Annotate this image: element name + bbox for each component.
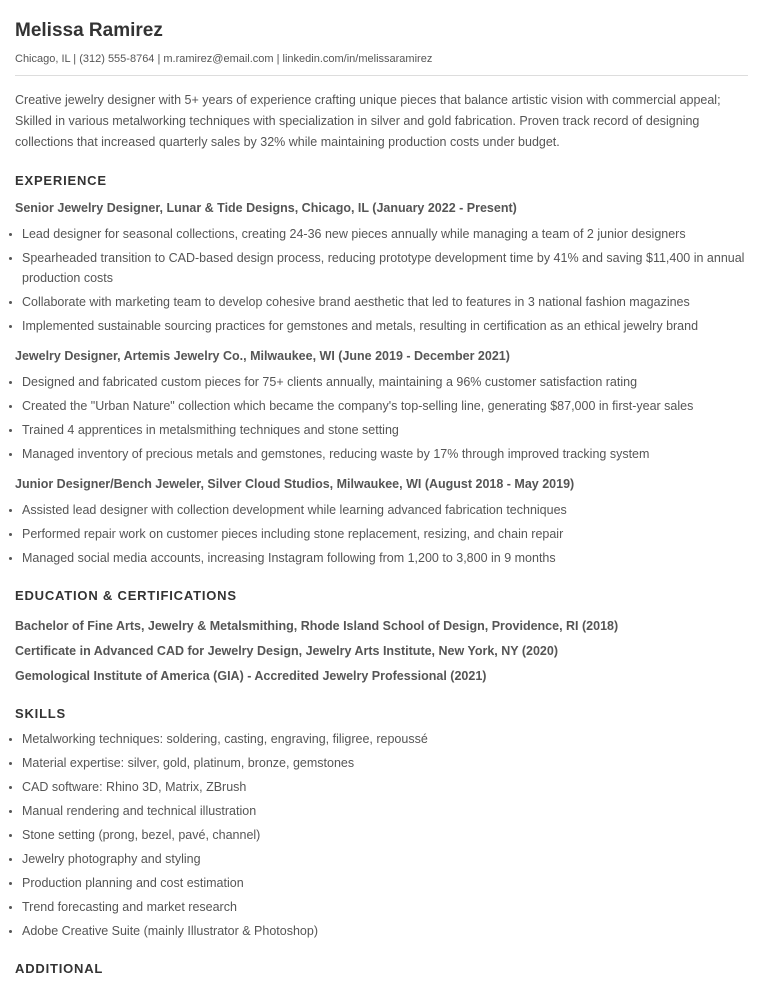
skill-item: • Metalworking techniques: soldering, casting, engraving, filigree, repoussé [22,729,748,749]
job-bullet-list [15,372,748,464]
experience-bullet: • Performed repair work on customer pieces including stone replacement, resizing, and chain repair [22,524,748,544]
experience-bullet: • Assisted lead designer with collection development while learning advanced fabrication techniques [22,500,748,520]
experience-bullet: • Collaborate with marketing team to develop cohesive brand aesthetic that led to features in 3 national fashion magazines [22,292,748,312]
summary-paragraph: Creative jewelry designer with 5+ years of experience crafting unique pieces that balance artistic vision with commercial appeal; Skilled in various metalworking techniques with specialization in silver and gold fabrication. Proven track record of designing collections that increased quarterly sales by 32% while maintaining production costs under budget. [15,93,721,149]
experience-bullet: • Created the "Urban Nature" collection which became the company's top-selling line, generating $87,000 in first-year sales [22,396,748,416]
experience-bullet: • Implemented sustainable sourcing practices for gemstones and metals, resulting in certification as an ethical jewelry brand [22,316,748,336]
skill-item: • Stone setting (prong, bezel, pavé, channel) [22,825,748,845]
job-title-junior-designer: Junior Designer/Bench Jeweler, Silver Cloud Studios, Milwaukee, WI (August 2018 - May 2019) [15,477,575,491]
experience-bullet: • Designed and fabricated custom pieces for 75+ clients annually, maintaining a 96% customer satisfaction rating [22,372,748,392]
education-item: Bachelor of Fine Arts, Jewelry & Metalsmithing, Rhode Island School of Design, Providence, RI (2018) [15,619,619,633]
skill-item: • Adobe Creative Suite (mainly Illustrator & Photoshop) [22,921,748,941]
skill-item: • CAD software: Rhino 3D, Matrix, ZBrush [22,777,748,797]
skills-list [15,729,748,941]
job-title-senior-jewelry-designer: Senior Jewelry Designer, Lunar & Tide Designs, Chicago, IL (January 2022 - Present) [15,201,517,215]
section-heading-experience: EXPERIENCE [15,173,107,188]
skill-item: • Trend forecasting and market research [22,897,748,917]
experience-bullet: • Spearheaded transition to CAD-based design process, reducing prototype development time by 41% and saving $11,400 in annual production costs [22,248,748,288]
education-list [15,616,748,686]
job-bullet-list [15,224,748,336]
experience-bullet: • Trained 4 apprentices in metalsmithing techniques and stone setting [22,420,748,440]
skill-item: • Material expertise: silver, gold, platinum, bronze, gemstones [22,753,748,773]
section-heading-additional: ADDITIONAL [15,961,104,976]
resume-name: Melissa Ramirez [15,20,163,41]
education-item: Certificate in Advanced CAD for Jewelry Design, Jewelry Arts Institute, New York, NY (2020) [15,644,558,658]
education-item: Gemological Institute of America (GIA) - Accredited Jewelry Professional (2021) [15,669,487,683]
skill-item: • Manual rendering and technical illustration [22,801,748,821]
contact-line: Chicago, IL | (312) 555-8764 | m.ramirez@email.com | linkedin.com/in/melissaramirez [15,53,433,65]
header-divider [15,75,748,76]
skill-item: • Jewelry photography and styling [22,849,748,869]
section-heading-education: EDUCATION & CERTIFICATIONS [15,588,237,603]
job-title-jewelry-designer: Jewelry Designer, Artemis Jewelry Co., Milwaukee, WI (June 2019 - December 2021) [15,349,510,363]
experience-bullet: • Managed social media accounts, increasing Instagram following from 1,200 to 3,800 in 9 months [22,548,748,568]
experience-bullet: • Managed inventory of precious metals and gemstones, reducing waste by 17% through improved tracking system [22,444,748,464]
experience-bullet: • Lead designer for seasonal collections, creating 24-36 new pieces annually while managing a team of 2 junior designers [22,224,748,244]
job-bullet-list [15,500,748,568]
skill-item: • Production planning and cost estimation [22,873,748,893]
section-heading-skills: SKILLS [15,706,67,721]
